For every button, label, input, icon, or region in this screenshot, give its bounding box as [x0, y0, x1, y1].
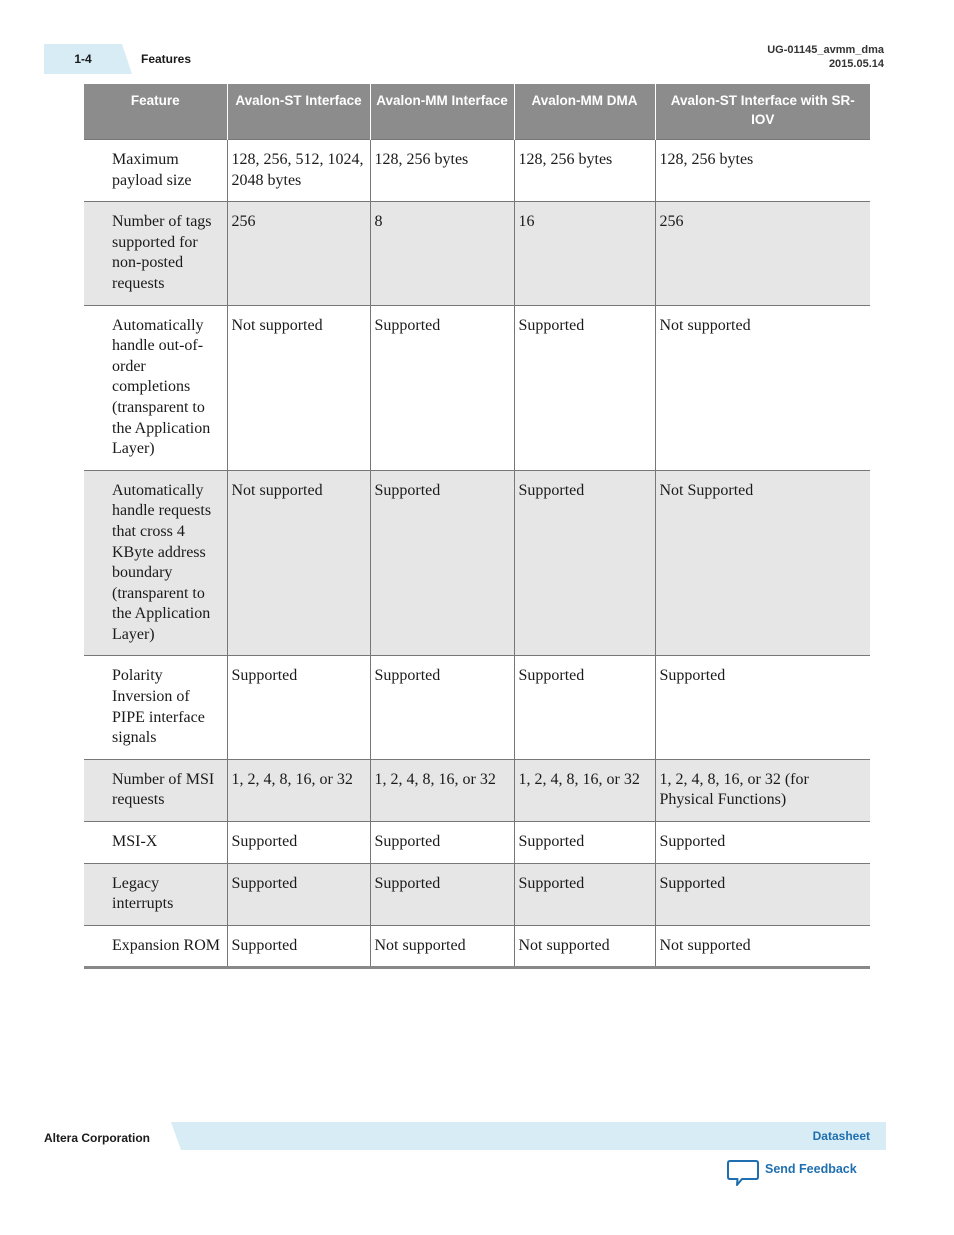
- table-cell: Supported: [514, 305, 655, 470]
- table-row: [84, 759, 870, 821]
- section-title: Features: [141, 52, 192, 66]
- table-cell: Not supported: [227, 305, 370, 470]
- feature-cell: Number of MSI requests: [84, 759, 227, 821]
- doc-date: 2015.05.14: [828, 58, 884, 70]
- page-number: 1-4: [74, 52, 92, 66]
- table-cell: Supported: [514, 470, 655, 656]
- table-cell: 128, 256 bytes: [370, 140, 514, 202]
- table-cell: Supported: [227, 822, 370, 864]
- table-cell: Not supported: [655, 305, 870, 470]
- feature-cell: Legacy interrupts: [84, 863, 227, 925]
- table-cell: 1, 2, 4, 8, 16, or 32: [227, 759, 370, 821]
- table-row: [84, 305, 870, 470]
- table-cell: 128, 256 bytes: [514, 140, 655, 202]
- company-name: Altera Corporation: [44, 1131, 151, 1145]
- table-cell: Supported: [227, 656, 370, 759]
- table-cell: Supported: [227, 925, 370, 968]
- table-cell: Not supported: [655, 925, 870, 968]
- column-header-avalon-st: Avalon-ST Interface: [227, 84, 370, 140]
- table-cell: Supported: [370, 656, 514, 759]
- table-cell: 1, 2, 4, 8, 16, or 32 (for Physical Functions): [655, 759, 870, 821]
- table-cell: Supported: [655, 822, 870, 864]
- table-cell: Not supported: [227, 470, 370, 656]
- column-header-feature: Feature: [84, 84, 227, 140]
- column-header-avalon-mm-dma: Avalon-MM DMA: [514, 84, 655, 140]
- column-header-avalon-mm: Avalon-MM Interface: [370, 84, 514, 140]
- table-row: [84, 863, 870, 925]
- table-cell: Not Supported: [655, 470, 870, 656]
- feature-cell: Automatically handle requests that cross 4 KByte address boundary (transparent to the Application Layer): [84, 470, 227, 656]
- table-row: [84, 140, 870, 202]
- send-feedback-label: Send Feedback: [765, 1162, 857, 1176]
- table-cell: Supported: [514, 656, 655, 759]
- table-cell: 16: [514, 202, 655, 305]
- column-header-avalon-st-sriov: Avalon-ST Interface with SR-IOV: [655, 84, 870, 140]
- table-row: [84, 656, 870, 759]
- table-cell: Supported: [370, 305, 514, 470]
- feature-cell: Polarity Inversion of PIPE interface signals: [84, 656, 227, 759]
- table-cell: Supported: [655, 656, 870, 759]
- table-cell: Not supported: [514, 925, 655, 968]
- doc-id: UG-01145_avmm_dma: [767, 44, 884, 56]
- table-cell: 128, 256, 512, 1024, 2048 bytes: [227, 140, 370, 202]
- feature-comparison-table: [84, 84, 870, 969]
- table-cell: 1, 2, 4, 8, 16, or 32: [514, 759, 655, 821]
- table-row: [84, 470, 870, 656]
- table-cell: Supported: [514, 822, 655, 864]
- table-cell: Supported: [514, 863, 655, 925]
- feature-cell: Automatically handle out-of-order completions (transparent to the Application Layer): [84, 305, 227, 470]
- feature-cell: Maximum payload size: [84, 140, 227, 202]
- doc-meta: [767, 43, 884, 71]
- feature-cell: Expansion ROM: [84, 925, 227, 968]
- table-cell: Not supported: [370, 925, 514, 968]
- table-cell: 1, 2, 4, 8, 16, or 32: [370, 759, 514, 821]
- table-cell: 8: [370, 202, 514, 305]
- datasheet-link[interactable]: Datasheet: [812, 1129, 870, 1143]
- footer-band-shape: [171, 1122, 886, 1150]
- feature-cell: Number of tags supported for non-posted requests: [84, 202, 227, 305]
- table-cell: Supported: [370, 863, 514, 925]
- page-number-tab: [44, 44, 132, 74]
- table-cell: Supported: [655, 863, 870, 925]
- table-cell: 128, 256 bytes: [655, 140, 870, 202]
- table-header-row: [84, 84, 870, 140]
- table-cell: 256: [227, 202, 370, 305]
- table-cell: Supported: [370, 470, 514, 656]
- footer-band: [171, 1122, 886, 1150]
- table-cell: 256: [655, 202, 870, 305]
- table-row: [84, 925, 870, 968]
- feature-cell: MSI-X: [84, 822, 227, 864]
- speech-bubble-icon: [727, 1158, 759, 1188]
- table-row: [84, 822, 870, 864]
- table-row: [84, 202, 870, 305]
- table-cell: Supported: [370, 822, 514, 864]
- table-cell: Supported: [227, 863, 370, 925]
